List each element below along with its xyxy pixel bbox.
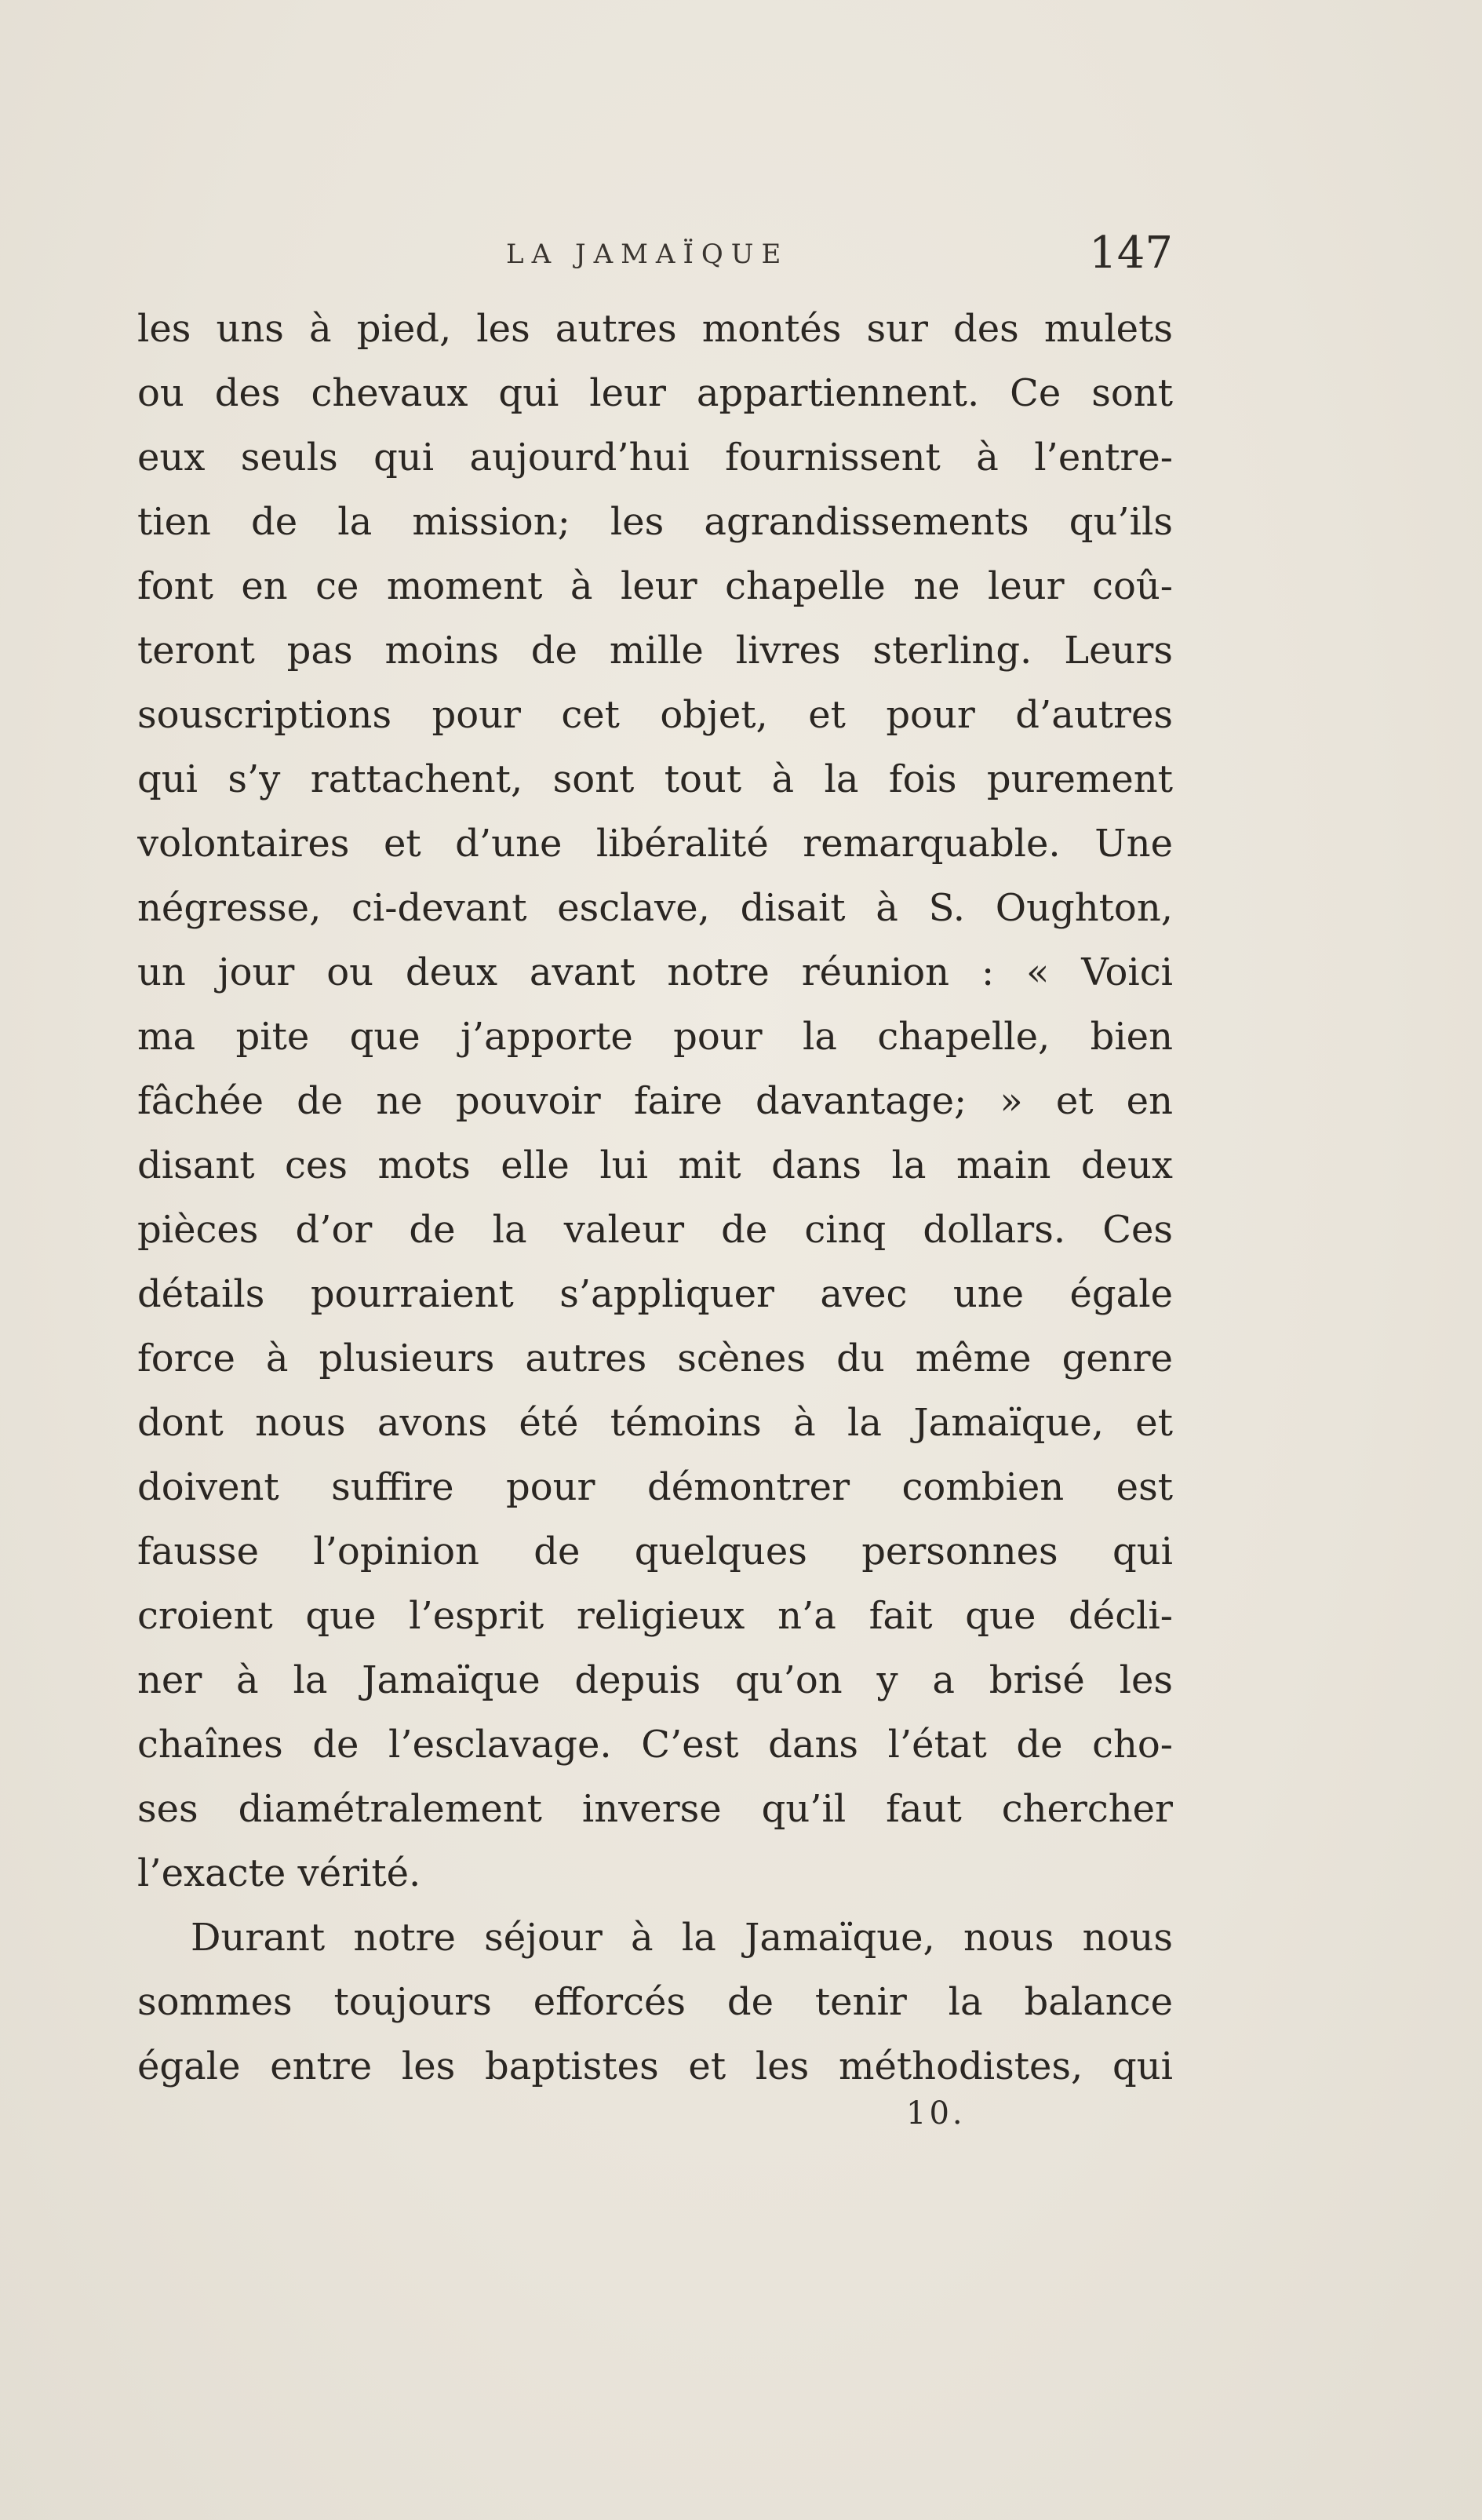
text-line: ses diamétralement inverse qu’il faut chercher [137,1787,1173,1831]
text-line: fausse l’opinion de quelques personnes qui [137,1530,1173,1574]
page-number: 147 [1089,228,1173,279]
text-line: croient que l’esprit religieux n’a fait que décli- [137,1594,1173,1638]
text-line: les uns à pied, les autres montés sur des mulets [137,307,1173,351]
text-line: ma pite que j’apporte pour la chapelle, bien [137,1015,1173,1059]
text-line: négresse, ci-devant esclave, disait à S. Oughton, [137,886,1173,930]
text-line: eux seuls qui aujourd’hui fournissent à l’entre- [137,436,1173,480]
text-line: souscriptions pour cet objet, et pour d’autres [137,693,1173,737]
text-line: volontaires et d’une libéralité remarquable. Une [137,822,1173,866]
text-line: font en ce moment à leur chapelle ne leur coû- [137,564,1173,608]
page-header [137,228,1173,290]
running-title: LA JAMAÏQUE [506,239,789,270]
text-line: chaînes de l’esclavage. C’est dans l’état de cho- [137,1723,1173,1767]
text-line: qui s’y rattachent, sont tout à la fois purement [137,757,1173,801]
text-line: ner à la Jamaïque depuis qu’on y a brisé les [137,1658,1173,1702]
text-line: égale entre les baptistes et les méthodistes, qui [137,2044,1173,2088]
text-line: un jour ou deux avant notre réunion : « Voici [137,950,1173,994]
text-line: Durant notre séjour à la Jamaïque, nous nous [191,1916,1173,1960]
text-line: force à plusieurs autres scènes du même genre [137,1337,1173,1380]
text-line: détails pourraient s’appliquer avec une égale [137,1272,1173,1316]
body-text [137,297,1173,2099]
text-line: fâchée de ne pouvoir faire davantage; » et en [137,1079,1173,1123]
text-line: ou des chevaux qui leur appartiennent. Ce sont [137,371,1173,415]
text-line: pièces d’or de la valeur de cinq dollars. Ces [137,1208,1173,1252]
text-line: dont nous avons été témoins à la Jamaïque, et [137,1401,1173,1445]
text-line: tien de la mission; les agrandissements qu’ils [137,500,1173,544]
text-line: teront pas moins de mille livres sterling. Leurs [137,629,1173,673]
text-line: disant ces mots elle lui mit dans la main deux [137,1143,1173,1187]
signature-mark: 10. [906,2095,966,2132]
text-line: sommes toujours efforcés de tenir la balance [137,1980,1173,2024]
text-line: doivent suffire pour démontrer combien est [137,1465,1173,1509]
text-line: l’exacte vérité. [137,1851,421,1895]
